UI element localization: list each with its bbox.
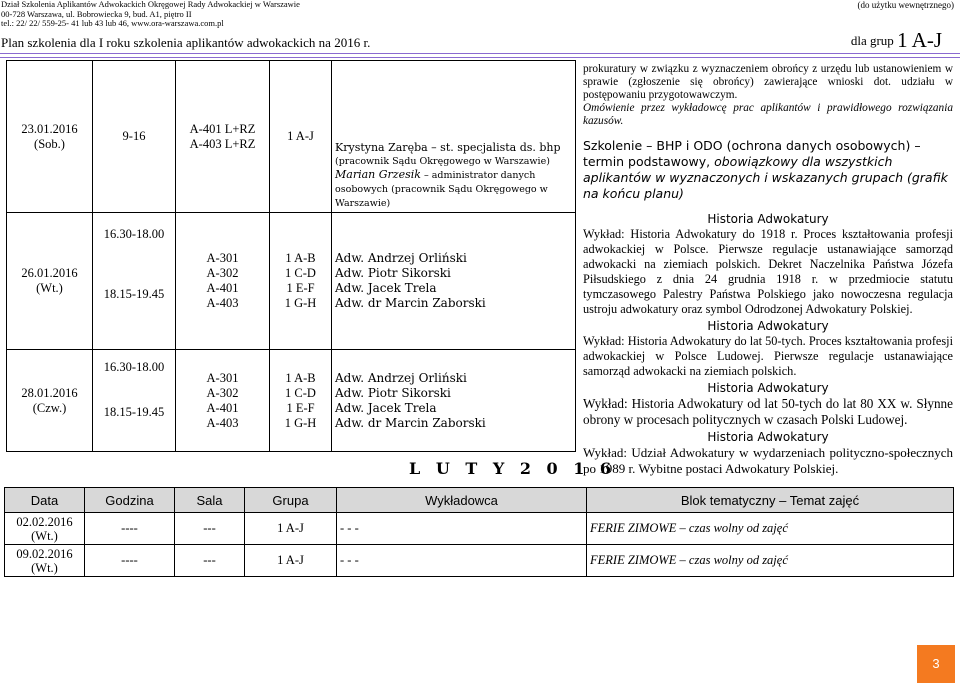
lecturer-cell: Adw. Andrzej Orliński Adw. Piotr Sikorski Adw. Jacek Trela Adw. dr Marcin Zaborski: [332, 350, 576, 452]
group-cell: 1 A-J: [245, 513, 337, 545]
header-line-2: 00-728 Warszawa, ul. Bobrowiecka 9, bud. A1, piętro II: [1, 8, 192, 19]
col-header-room: Sala: [175, 488, 245, 513]
divider-top-2: [0, 57, 960, 58]
date: 23.01.2016: [21, 121, 78, 136]
time-2: 18.15-19.45: [103, 405, 165, 419]
room-cell: A-301 A-302 A-401 A-403: [176, 350, 270, 452]
group-name: 1 A-J: [897, 28, 942, 52]
lecturer-odo-role: – administrator danych osobowych (pracownik Sądu Okręgowego w Warszawie): [335, 170, 548, 209]
group-cell: 1 A-B 1 C-D 1 E-F 1 G-H: [270, 350, 332, 452]
bhp-note: obowiązkowy dla wszystkich aplikantów w wyznaczonych i wskazanych grupach (grafik na końcu planu): [583, 154, 948, 201]
room-cell: ---: [175, 513, 245, 545]
bhp-topic: [583, 138, 953, 202]
time-cell: 9-16: [93, 61, 176, 213]
intro-text: prokuratury w związku z wyznaczeniem obrońcy z urzędu lub ustanowieniem w sprawie (zgłoszenie się obrońcy) zawierające wnioski dot. udziału w postępowaniu przygotowawczym.: [583, 63, 953, 101]
hour-cell: ----: [85, 513, 175, 545]
room-cell: A-401 L+RZ A-403 L+RZ: [176, 61, 270, 213]
date-cell: [5, 545, 85, 577]
page-number: 3: [917, 645, 955, 683]
history-heading-4: Historia Adwokatury: [707, 430, 829, 444]
history-heading-1: Historia Adwokatury: [707, 212, 829, 226]
date-cell: [7, 61, 93, 213]
history-heading-3: Historia Adwokatury: [707, 381, 829, 395]
group-cell: 1 A-B 1 C-D 1 E-F 1 G-H: [270, 213, 332, 350]
group-cell: 1 A-J: [245, 545, 337, 577]
col-header-date: Data: [5, 488, 85, 513]
date: 28.01.2016: [21, 385, 78, 400]
divider-top: [0, 53, 960, 54]
day: (Wt.): [36, 281, 63, 295]
table-row: [7, 61, 576, 213]
day: (Wt.): [31, 528, 58, 543]
col-header-topic: Blok tematyczny – Temat zajęć: [587, 488, 954, 513]
page-title: Plan szkolenia dla I roku szkolenia aplikantów adwokackich na 2016 r.: [1, 35, 371, 50]
col-header-lecturer: Wykładowca: [337, 488, 587, 513]
date-cell: [7, 213, 93, 350]
table-row: [5, 545, 954, 577]
history-lecture-1: Wykład: Historia Adwokatury do 1918 r. Proces kształtowania profesji adwokackiej w Polsce. Pierwsze regulacje ustanawiające samorząd adwokacki na ziemiach polskich. Dekret Naczelnika Państwa Józefa Piłsudskiego z dnia 24 grudnia 1918 r. w przedmiocie statutu tymczasowego Palestry Państwa Polskiego jako nowoczesna regulacja ustroju adwokatury oraz symbol Odrodzonej Adwokatury Polskiej.: [583, 227, 953, 316]
lecturer-cell: [332, 61, 576, 213]
group-label: [851, 28, 942, 53]
lecturer-cell: - - -: [337, 545, 587, 577]
table-row: [7, 350, 576, 452]
lecturer-bhp: Krystyna Zaręba – st. specjalista ds. bhp: [335, 141, 561, 154]
time-cell: [93, 350, 176, 452]
institution-header: [1, 0, 300, 29]
internal-note: (do użytku wewnętrznego): [857, 0, 954, 10]
day: (Wt.): [31, 560, 58, 575]
bhp-title: Szkolenie – BHP i ODO (ochrona danych osobowych) – termin podstawowy,: [583, 138, 921, 169]
history-lecture-3: Wykład: Historia Adwokatury od lat 50-tych do lat 80 XX w. Słynne obrony w procesach politycznych w czasach Polski Ludowej.: [583, 396, 953, 427]
room-cell: ---: [175, 545, 245, 577]
history-heading-2: Historia Adwokatury: [707, 319, 829, 333]
lecturer-cell: - - -: [337, 513, 587, 545]
group-label-text: dla grup: [850, 33, 894, 48]
lecturer-odo: Marian Grzesik: [335, 168, 421, 181]
date: 26.01.2016: [21, 266, 78, 280]
date: 02.02.2016: [16, 514, 73, 529]
date: 09.02.2016: [16, 546, 73, 561]
table-row: [7, 213, 576, 350]
topic-cell: FERIE ZIMOWE – czas wolny od zajęć: [587, 513, 954, 545]
time-1: 16.30-18.00: [103, 227, 165, 241]
date-cell: [7, 350, 93, 452]
date-cell: [5, 513, 85, 545]
hour-cell: ----: [85, 545, 175, 577]
lecturer-bhp-role: (pracownik Sądu Okręgowego w Warszawie): [335, 156, 550, 167]
time-cell: [93, 213, 176, 350]
table-header-row: [5, 488, 954, 513]
col-header-group: Grupa: [245, 488, 337, 513]
col-header-hour: Godzina: [85, 488, 175, 513]
schedule-table: [6, 60, 576, 452]
day: (Czw.): [32, 400, 67, 415]
february-table: [4, 487, 954, 577]
time-1: 16.30-18.00: [103, 360, 165, 374]
lecturer-cell: Adw. Andrzej Orliński Adw. Piotr Sikorski Adw. Jacek Trela Adw. dr Marcin Zaborski: [332, 213, 576, 350]
history-lecture-2: Wykład: Historia Adwokatury do lat 50-tych. Proces kształtowania profesji adwokackiej w Polsce Ludowej. Pierwsze regulacje ustanawiające samorząd adwokacki na ziemiach polskich.: [583, 334, 953, 378]
day: (Sob.): [34, 136, 65, 151]
topic-cell: FERIE ZIMOWE – czas wolny od zajęć: [587, 545, 954, 577]
history-lecture-4: Wykład: Udział Adwokatury w wydarzeniach polityczno-społecznych po 1989 r. Wybitne postaci Adwokatury Polskiej.: [583, 445, 953, 476]
month-heading: L U T Y 2 0 1 6: [409, 459, 617, 478]
time-2: 18.15-19.45: [103, 287, 165, 301]
header-line-3: tel.: 22/ 22/ 559-25- 41 lub 43 lub 46, www.ora-warszawa.com.pl: [1, 18, 224, 28]
group-cell: 1 A-J: [270, 61, 332, 213]
header-line-1: Dział Szkolenia Aplikantów Adwokackich Okręgowej Rady Adwokackiej w Warszawie: [1, 0, 300, 9]
room-cell: A-301 A-302 A-401 A-403: [176, 213, 270, 350]
topics-column: [583, 63, 953, 477]
intro-text-2: Omówienie przez wykładowcę prac aplikantów i prawidłowego rozwiązania kazusów.: [583, 102, 953, 127]
table-row: [5, 513, 954, 545]
